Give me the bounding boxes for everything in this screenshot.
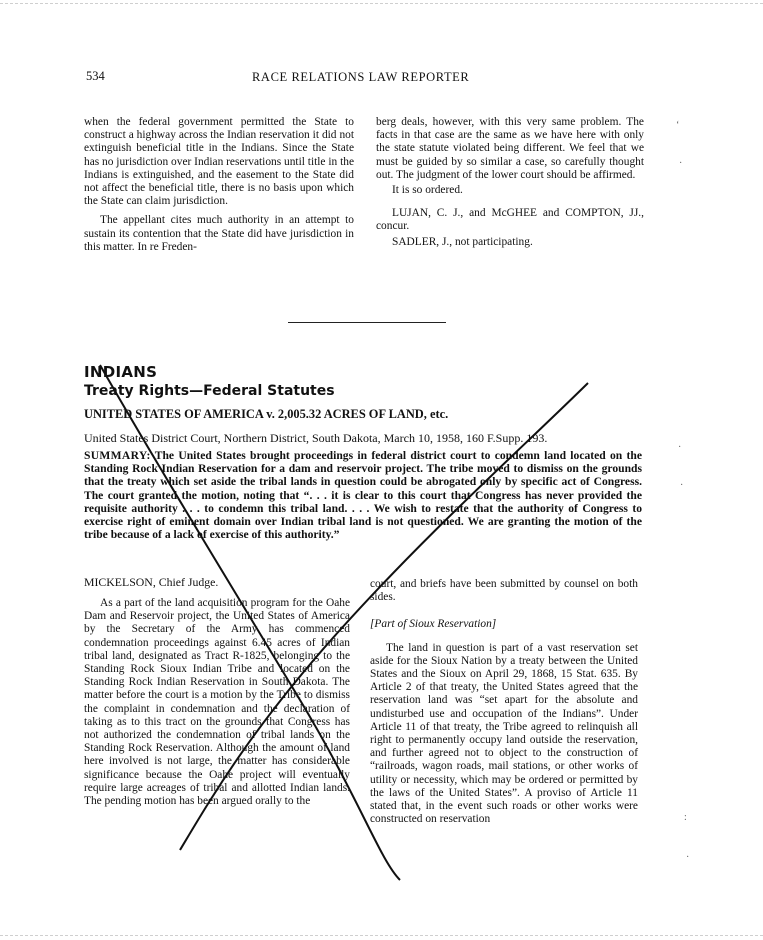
summary-label: SUMMARY:	[84, 449, 151, 462]
judge-line: MICKELSON, Chief Judge.	[84, 575, 219, 589]
scan-edge-bottom	[0, 935, 763, 937]
category-title: INDIANS	[84, 363, 158, 381]
concurrence: LUJAN, C. J., and McGHEE and COMPTON, JJ., concur.	[376, 207, 644, 233]
opinion-paragraph: The land in question is part of a vast reservation set aside for the Sioux Nation by a treaty between the United States and the Sioux on April 29, 1868, 15 Stat. 635. By Article 2 of that treaty, the United States agreed that the reservation land was “set apart for the absolute and undisturbed use and occupation of the Indians”. Under Article 11 of that treaty, the Tribe agreed to relinquish all right to permanently occupy land outside the reservation, and further agreed not to object to the construction of “railroads, wagon roads, mail stations, or other works of utility or necessity, which may be ordered or permitted by the laws of the United States”. A proviso of Article 11 stated that, in the event such roads or other works were constructed on reservation	[370, 641, 638, 826]
subcategory-title: Treaty Rights—Federal Statutes	[84, 383, 335, 399]
opinion-paragraph: As a part of the land acquisition program for the Oahe Dam and Reservoir project, the United States of America by the Secretary of the Army has commenced condemnation proceedings against 6.45 acres of Indian tribal land, designated as Tract R-1825, belonging to the Standing Rock Sioux Indian Tribe and located on the Standing Rock Indian Reservation in South Dakota. The matter before the court is a motion by the Tribe to dismiss the complaint in condemnation and the declaration of taking as to this tract on the grounds that Congress has not authorized the condemnation of tribal lands on the Standing Rock Reservation. Although the amount of land here involved is not large, the matter has considerable significance because the Oahe project will eventually require large acreages of tribal and allotted Indian lands. The pending motion has been argued orally to the	[84, 597, 350, 808]
section-heading: [Part of Sioux Reservation]	[370, 618, 497, 631]
top-left-paragraph: when the federal government permitted the State to construct a highway across the Indian reservation it did not extinguish beneficial title in the Indians. Since the State has no jurisdiction over Indian reservations until title in the Indians is extinguished, and the easement to the State did not affect the beneficial title, there is no basis upon which the State can claim jurisdiction.	[84, 116, 354, 208]
court-citation: United States District Court, Northern District, South Dakota, March 10, 1958, 160 F.Supp. 193.	[84, 431, 548, 445]
not-participating: SADLER, J., not participating.	[392, 235, 533, 248]
page-number: 534	[86, 69, 105, 83]
top-right-paragraph: berg deals, however, with this very same problem. The facts in that case are the same as we have here with only the state statute violated being different. We feel that we must be guided by so similar a case, so carefully thought out. The judgment of the lower court should be affirmed.	[376, 116, 644, 181]
case-title: UNITED STATES OF AMERICA v. 2,005.32 ACRES OF LAND, etc.	[84, 407, 449, 421]
so-ordered: It is so ordered.	[392, 184, 463, 197]
running-head: RACE RELATIONS LAW REPORTER	[252, 70, 470, 84]
opinion-continuation: court, and briefs have been submitted by counsel on both sides.	[370, 578, 638, 604]
top-left-paragraph: The appellant cites much authority in an attempt to sustain its contention that the State did have jurisdiction in this matter. In re Freden-	[84, 214, 354, 253]
summary-text: The United States brought proceedings in federal district court to condemn land located on the Standing Rock Indian Reservation for a dam and reservoir project. The tribe moved to dismiss on the grounds that the treaty which set aside the tribal lands in question could be abrogated only by specific act of Congress. The court granted the motion, noting that “. . . it is clear to this court that Congress has never provided the requisite authority . . . to condemn this tribal land. . . . We wish to restate that the authority of Congress to exercise right of eminent domain over Indian tribal land is not questioned. We are granting the motion of the tribe because of a lack of exercise of this authority.”	[84, 449, 642, 542]
